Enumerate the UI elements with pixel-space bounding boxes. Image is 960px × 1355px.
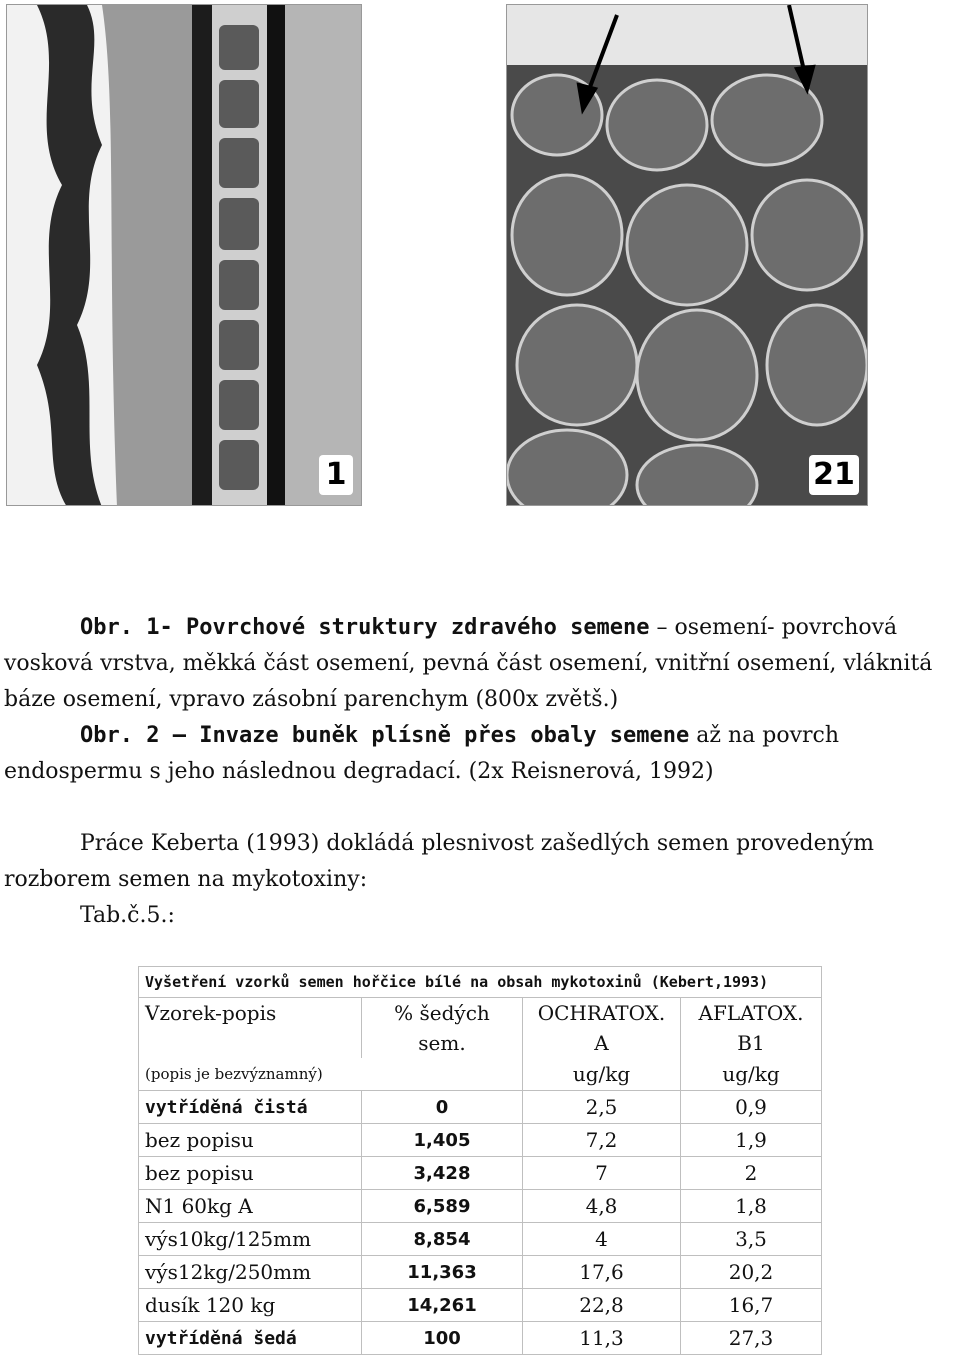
caption-label: Obr. 2 – Invaze buněk plísně přes obaly semene [80,723,690,748]
cell-ochratoxin: 7 [523,1157,681,1190]
seed-coat-micrograph-image [7,5,362,506]
figure-number-label: 21 [809,455,859,495]
cell-aflatoxin: 1,9 [681,1124,822,1157]
figure-1-caption [4,610,958,718]
table-label: Tab.č.5.: [80,903,175,928]
figure-2-caption [4,718,958,790]
cell-gray: 14,261 [362,1289,523,1322]
cell-sample: bez popisu [139,1157,362,1190]
cell-aflatoxin: 3,5 [681,1223,822,1256]
table-row [139,1190,822,1223]
table-row [139,1322,822,1355]
table-units-row [139,1058,822,1091]
cell-sample: výs12kg/250mm [139,1256,362,1289]
caption-label: Obr. 1- Povrchové struktury zdravého semene [80,615,650,640]
caption-text: až na povrch endospermu s jeho následnou degradací. (2x Reisnerová, 1992) [4,723,840,784]
cell-sample: dusík 120 kg [139,1289,362,1322]
unit-ochratoxin: ug/kg [523,1058,681,1091]
table-row [139,1223,822,1256]
table-row [139,1124,822,1157]
cell-sample: vytříděná čistá [139,1091,362,1124]
cell-gray: 3,428 [362,1157,523,1190]
cell-ochratoxin: 2,5 [523,1091,681,1124]
table-row [139,1091,822,1124]
cell-gray: 0 [362,1091,523,1124]
header-aflatoxin: AFLATOX. B1 [681,998,822,1059]
table-title-row [139,967,822,998]
table-row [139,1289,822,1322]
cell-ochratoxin: 17,6 [523,1256,681,1289]
unit-aflatoxin: ug/kg [681,1058,822,1091]
cell-sample: vytříděná šedá [139,1322,362,1355]
cell-ochratoxin: 4 [523,1223,681,1256]
cell-aflatoxin: 0,9 [681,1091,822,1124]
mycotoxin-table [138,966,822,1355]
header-sample: Vzorek-popis [139,998,362,1059]
cell-gray: 11,363 [362,1256,523,1289]
cell-gray: 8,854 [362,1223,523,1256]
cell-ochratoxin: 22,8 [523,1289,681,1322]
cell-gray: 1,405 [362,1124,523,1157]
cell-sample: N1 60kg A [139,1190,362,1223]
table-row [139,1256,822,1289]
cell-aflatoxin: 27,3 [681,1322,822,1355]
header-ochratoxin: OCHRATOX. A [523,998,681,1059]
cell-aflatoxin: 1,8 [681,1190,822,1223]
cell-sample: výs10kg/125mm [139,1223,362,1256]
cell-ochratoxin: 4,8 [523,1190,681,1223]
fungal-invasion-micrograph-image [507,5,868,506]
body-paragraph [4,826,958,898]
table-header-row [139,998,822,1059]
cell-aflatoxin: 2 [681,1157,822,1190]
cell-gray: 6,589 [362,1190,523,1223]
cell-ochratoxin: 7,2 [523,1124,681,1157]
figure-2-micrograph [506,4,868,506]
cell-gray: 100 [362,1322,523,1355]
cell-ochratoxin: 11,3 [523,1322,681,1355]
cell-aflatoxin: 16,7 [681,1289,822,1322]
paragraph-text: Práce Keberta (1993) dokládá plesnivost zašedlých semen provedeným rozborem semen na mykotoxiny: [4,831,875,892]
table-note: (popis je bezvýznamný) [139,1058,523,1091]
figure-number-label: 1 [319,455,353,495]
header-gray-seeds: % šedých sem. [362,998,523,1059]
figure-1-micrograph [6,4,362,506]
table-title: Vyšetření vzorků semen hořčice bílé na obsah mykotoxinů (Kebert,1993) [139,967,822,998]
cell-aflatoxin: 20,2 [681,1256,822,1289]
cell-sample: bez popisu [139,1124,362,1157]
caption-text: – osemení- povrchová vosková vrstva, měkká část osemení, pevná část osemení, vnitřní osemení, vláknitá báze osemení, vpravo zásobní parenchym (800x zvětš.) [4,615,933,712]
table-row [139,1157,822,1190]
